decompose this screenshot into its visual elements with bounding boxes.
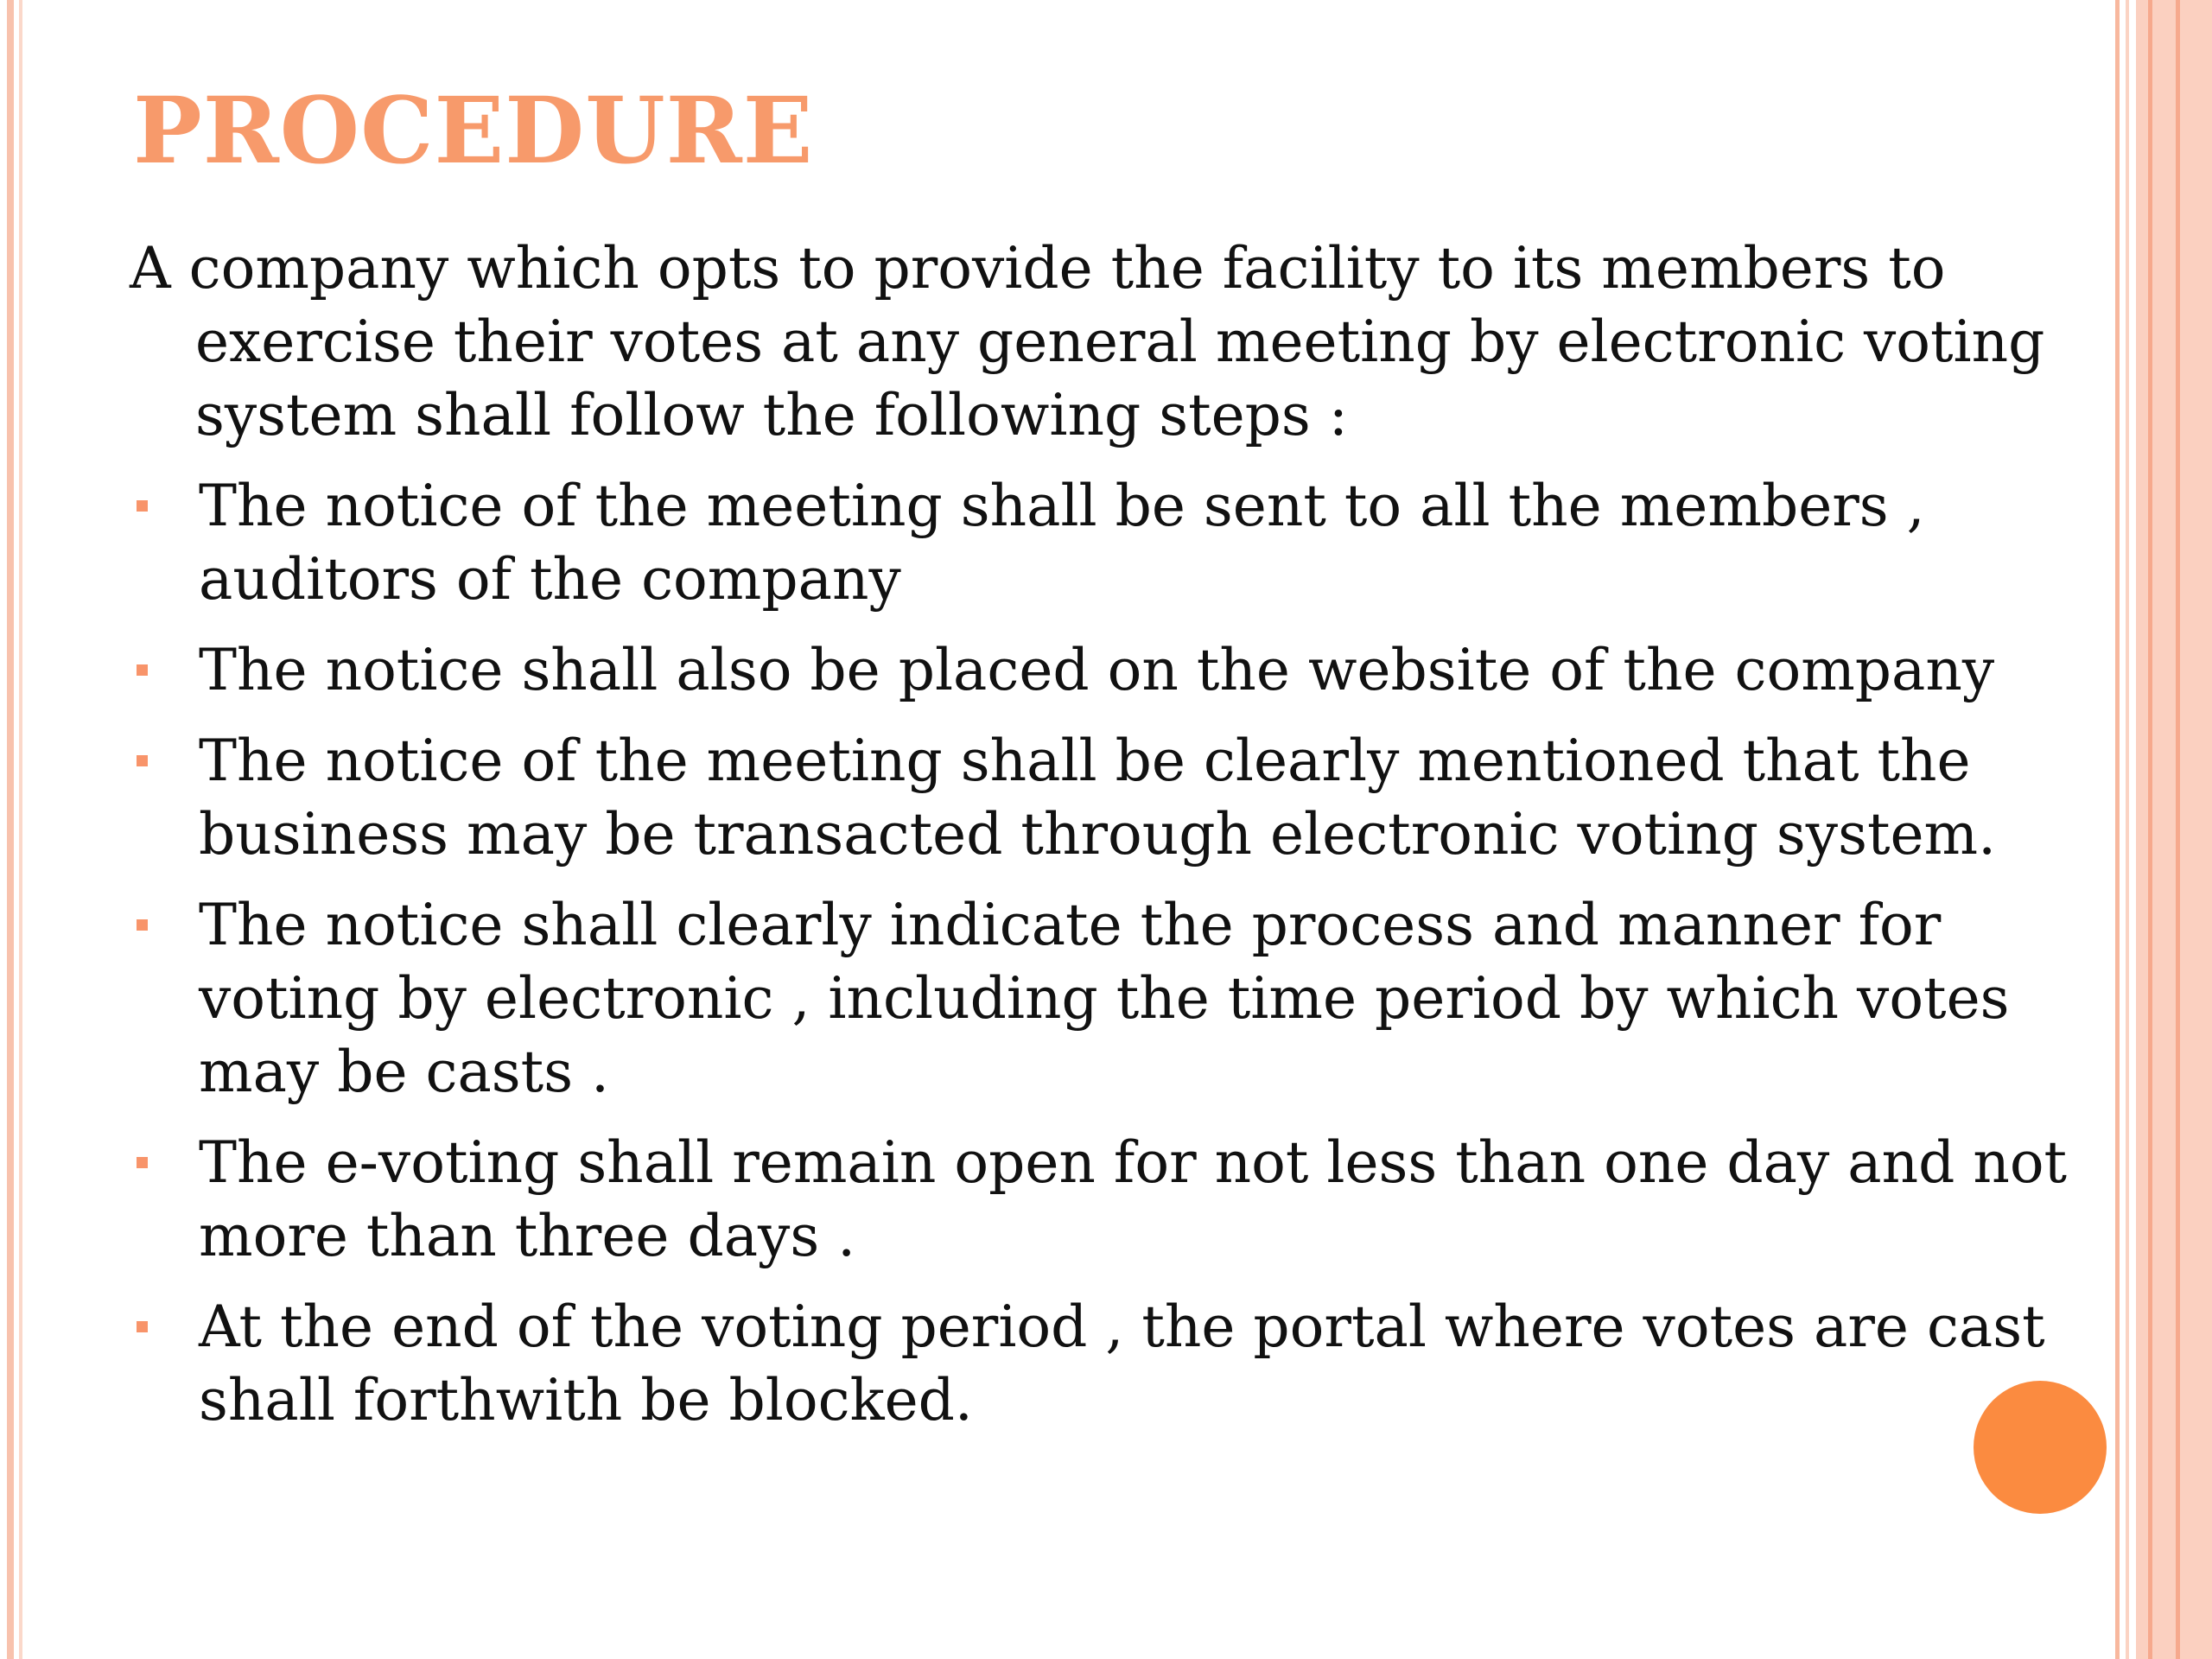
steps-list [130, 469, 2082, 1437]
orange-circle-decoration [1974, 1381, 2107, 1514]
square-bullet-icon [137, 1157, 148, 1168]
square-bullet-icon [137, 500, 148, 512]
list-item [130, 1290, 2082, 1437]
list-item-text: The e-voting shall remain open for not less than one day and not more than three days . [199, 1129, 2068, 1269]
list-item-text: The notice shall also be placed on the website of the company [199, 637, 1995, 703]
square-bullet-icon [137, 664, 148, 676]
list-item [130, 888, 2082, 1109]
intro-paragraph: A company which opts to provide the facility to its members to exercise their votes at any general meeting by electronic voting system shall follow the following steps : [130, 235, 2045, 448]
slide-title: PROCEDURE [133, 76, 814, 184]
list-item-text: The notice of the meeting shall be clearly mentioned that the business may be transacted through electronic voting system. [199, 728, 1997, 868]
list-item [130, 469, 2082, 616]
list-item-text: At the end of the voting period , the portal where votes are cast shall forthwith be blocked. [199, 1294, 2045, 1433]
square-bullet-icon [137, 919, 148, 931]
list-item-text: The notice of the meeting shall be sent to all the members , auditors of the company [199, 473, 1925, 613]
left-border-inner-decoration [19, 0, 22, 1659]
right-border-line [2115, 0, 2120, 1659]
slide-body [130, 232, 2082, 1454]
right-border-line-inner [2126, 0, 2129, 1659]
right-border-stripe [2148, 0, 2152, 1659]
list-item-text: The notice shall clearly indicate the process and manner for voting by electronic , including the time period by which votes may be casts . [199, 892, 2010, 1105]
left-border-decoration [7, 0, 14, 1659]
list-item [130, 1126, 2082, 1273]
square-bullet-icon [137, 1321, 148, 1332]
list-item [130, 724, 2082, 871]
right-border-stripe-outer [2176, 0, 2180, 1659]
square-bullet-icon [137, 755, 148, 766]
list-item [130, 633, 2082, 707]
